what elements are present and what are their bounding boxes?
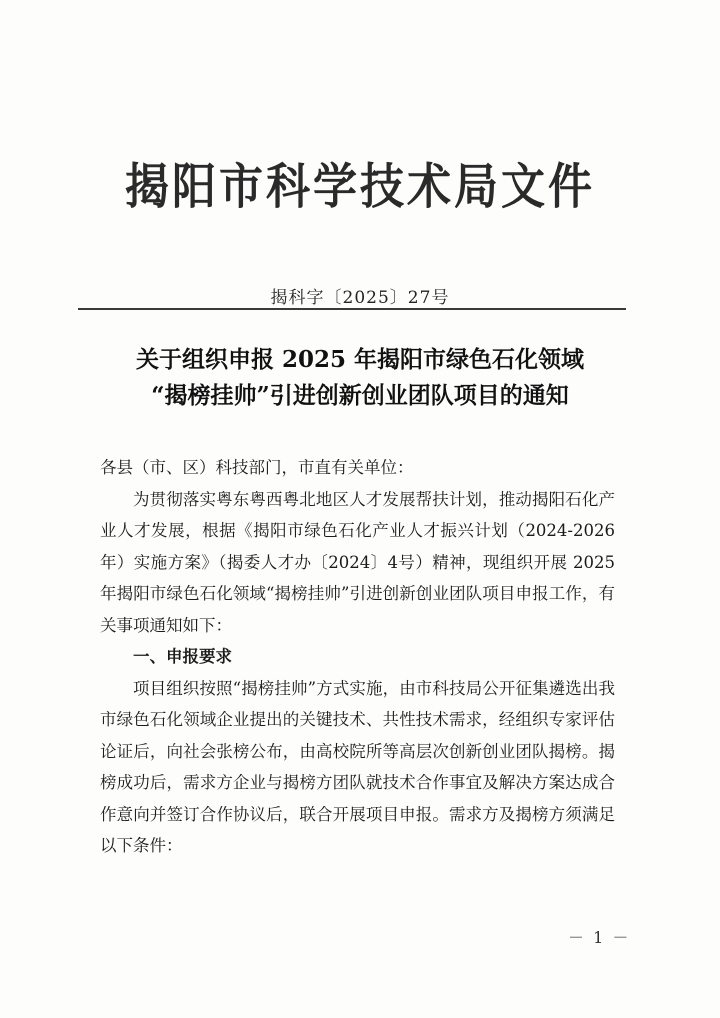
- salutation: 各县（市、区）科技部门，市直有关单位：: [100, 458, 414, 477]
- document-number: 揭科字〔2025〕27号: [270, 288, 450, 308]
- notice-title-line-1: 关于组织申报 2025 年揭阳市绿色石化领域: [135, 346, 585, 373]
- notice-title-line-2: “揭榜挂帅”引进创新创业团队项目的通知: [151, 382, 569, 409]
- document-header-title: 揭阳市科学技术局文件: [125, 158, 595, 215]
- section-heading-requirements: 一、申报要求: [133, 647, 232, 666]
- notice-title: [0, 342, 720, 414]
- requirements-paragraph: 项目组织按照“揭榜挂帅”方式实施，由市科技局公开征集遴选出我市绿色石化领域企业提出的关键技术、共性技术需求，经组织专家评估论证后，向社会张榜公布，由高校院所等高层次创新创业团队揭榜。揭榜成功后，需求方企业与揭榜方团队就技术合作事宜及解决方案达成合作意向并签订合作协议后，联合开展项目申报。需求方及揭榜方须满足以下条件：: [100, 678, 615, 855]
- intro-paragraph: 为贯彻落实粤东粤西粤北地区人才发展帮扶计划，推动揭阳石化产业人才发展，根据《揭阳市绿色石化产业人才振兴计划（2024-2026年）实施方案》（揭委人才办〔2024〕4号）精神，现组织开展 2025 年揭阳市绿色石化领域“揭榜挂帅”引进创新创业团队项目申报工作，有关事项通知如下：: [100, 489, 615, 635]
- document-body: [100, 452, 615, 862]
- header-divider: [78, 308, 626, 310]
- page-number: － 1 －: [568, 928, 631, 947]
